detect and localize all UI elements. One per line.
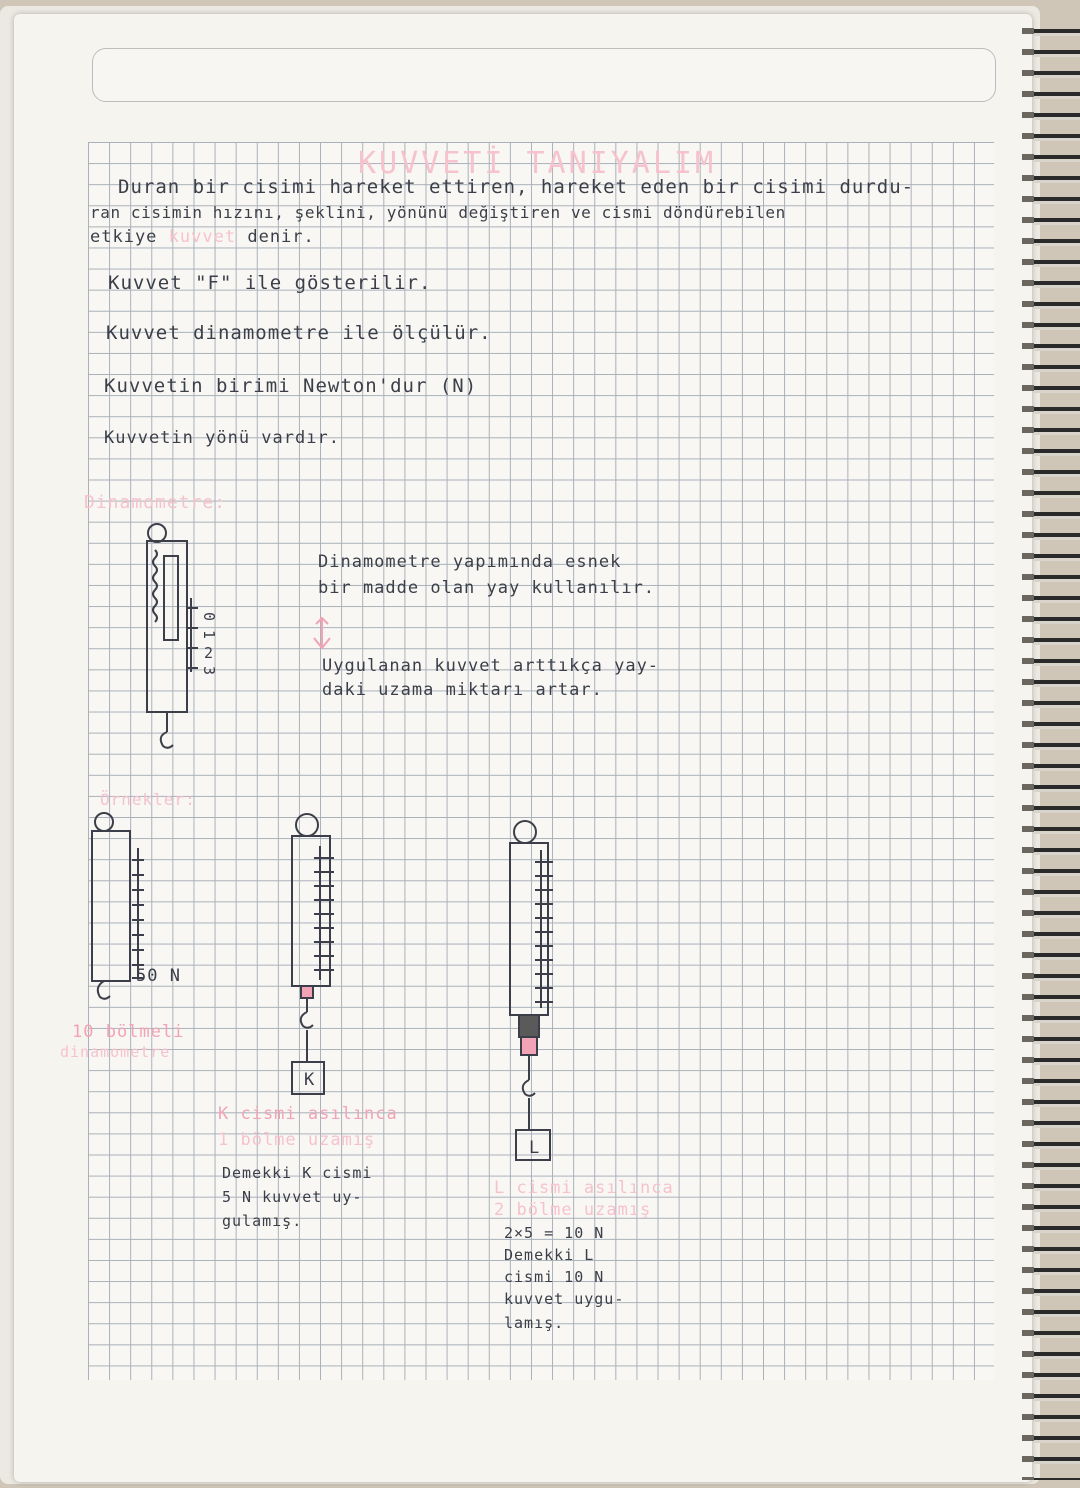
example3-pink-line-2: 2 bölme uzamış: [494, 1200, 652, 1220]
scale-mark-0: 0: [200, 611, 219, 623]
main-dyn-inner: [164, 556, 178, 640]
spring-note-line-2: bir madde olan yay kullanılır.: [318, 578, 656, 598]
intro-line-2: ran cisimin hızını, şeklini, yönünü değiştiren ve cismi döndürebilen: [90, 203, 786, 222]
main-dyn-spring: [153, 550, 157, 622]
example1-reading: 50 N: [136, 966, 181, 986]
example2-line-3: gulamış.: [222, 1212, 303, 1230]
fact-4: Kuvvetin yönü vardır.: [104, 428, 340, 448]
example3-line-4: kuvvet uygu-: [504, 1290, 625, 1308]
fact-3: Kuvvetin birimi Newton'dur (N): [104, 375, 478, 397]
main-dyn-ring: [148, 524, 166, 542]
example3-dynamometer: [510, 821, 553, 1160]
example1-caption-1: 10 bölmeli: [72, 1022, 185, 1042]
arrow-note-line-1: Uygulanan kuvvet arttıkça yay-: [322, 656, 660, 676]
main-dyn-body: [147, 541, 187, 712]
spring-note-line-1: Dinamometre yapımında esnek: [318, 552, 622, 572]
example2-pink-line-1: K cismi asılınca: [218, 1104, 398, 1124]
scale-mark-1: 1: [200, 629, 219, 641]
scale-mark-2: 2: [204, 644, 215, 662]
fact-2: Kuvvet dinamometre ile ölçülür.: [106, 322, 492, 344]
main-dynamometer: [147, 524, 198, 748]
page-title: KUVVETİ TANIYALIM: [358, 146, 717, 181]
example2-mass-box: [292, 1062, 324, 1094]
example3-mass-box: [516, 1130, 550, 1160]
example3-line-1: 2×5 = 10 N: [504, 1224, 605, 1242]
example3-pink-line-1: L cismi asılınca: [494, 1178, 674, 1198]
example2-dynamometer: [292, 814, 334, 1094]
intro-line-3-start: etkiye: [90, 227, 158, 247]
dynamometer-heading: Dinamometre:: [84, 492, 227, 513]
example2-box-label: K: [304, 1070, 316, 1090]
example2-line-2: 5 N kuvvet uy-: [222, 1188, 363, 1206]
examples-heading: Örnekler:: [100, 790, 196, 809]
example2-line-1: Demekki K cismi: [222, 1164, 373, 1182]
intro-kuvvet-word: kuvvet: [168, 227, 237, 247]
example2-pink-line-2: 1 bölme uzamış: [218, 1130, 376, 1150]
main-dyn-hook: [161, 732, 173, 748]
down-arrow: [314, 618, 330, 648]
intro-line-1: Duran bir cisimi hareket ettiren, hareket eden bir cisimi durdu-: [118, 176, 915, 198]
intro-line-3-end: denir.: [247, 227, 315, 247]
fact-1: Kuvvet "F" ile gösterilir.: [108, 272, 432, 294]
example3-line-3: cismi 10 N: [504, 1268, 605, 1286]
example1-dynamometer: [92, 813, 144, 999]
example3-box-label: L: [529, 1138, 541, 1158]
scale-mark-3: 3: [200, 665, 219, 677]
example3-line-5: lamış.: [504, 1314, 565, 1332]
example3-line-2: Demekki L: [504, 1246, 595, 1264]
example1-caption-2: dinamometre: [60, 1043, 171, 1061]
arrow-note-line-2: daki uzama miktarı artar.: [322, 680, 603, 700]
